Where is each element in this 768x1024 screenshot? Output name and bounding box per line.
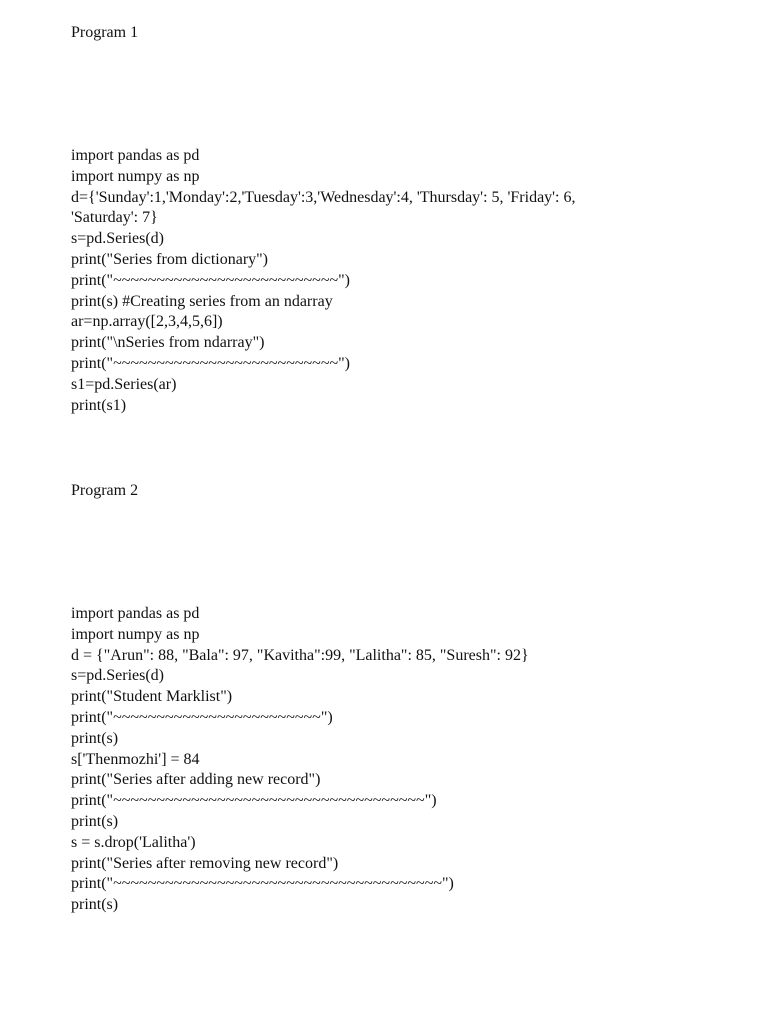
code-line: print("~~~~~~~~~~~~~~~~~~~~~~~~") [71,708,333,726]
code-line: import pandas as pd [71,147,200,164]
code-line: print("Series from dictionary") [71,250,269,268]
code-line: print(s) #Creating series from an ndarray [71,292,333,310]
code-line: print("~~~~~~~~~~~~~~~~~~~~~~~~~~") [71,271,350,289]
code-line: s=pd.Series(d) [71,667,165,685]
code-line: print(s) [71,812,119,830]
program-1-heading: Program 1 [71,24,139,41]
code-line: print("~~~~~~~~~~~~~~~~~~~~~~~~~~~~~~~~~~~~~~") [71,875,454,893]
code-line: s = s.drop('Lalitha') [71,833,196,851]
code-line: s['Thenmozhi'] = 84 [71,750,200,768]
code-line: print("~~~~~~~~~~~~~~~~~~~~~~~~~~") [71,354,350,372]
code-line: import numpy as np [71,167,200,185]
code-line: import numpy as np [71,625,200,643]
code-line: print(s1) [71,396,127,414]
code-line: s1=pd.Series(ar) [71,375,177,393]
code-line: print("Series after adding new record") [71,771,321,789]
code-line: print("~~~~~~~~~~~~~~~~~~~~~~~~~~~~~~~~~~~~") [71,792,437,810]
code-line: d = {"Arun": 88, "Bala": 97, "Kavitha":99, "Lalitha": 85, "Suresh": 92} [71,646,529,664]
code-line: ar=np.array([2,3,4,5,6]) [71,313,223,331]
program-2-code [71,604,529,916]
code-line: import pandas as pd [71,605,200,622]
code-line: s=pd.Series(d) [71,230,165,248]
code-line: print("Series after removing new record") [71,854,339,872]
program-1-code [71,146,576,416]
code-line: print("Student Marklist") [71,688,233,706]
code-line: d={'Sunday':1,'Monday':2,'Tuesday':3,'Wednesday':4, 'Thursday': 5, 'Friday': 6, [71,188,576,206]
code-line: print(s) [71,729,119,747]
code-line: print(s) [71,896,119,914]
code-line: print("\nSeries from ndarray") [71,334,265,352]
program-2-heading: Program 2 [71,482,139,499]
code-line: 'Saturday': 7} [71,209,158,227]
